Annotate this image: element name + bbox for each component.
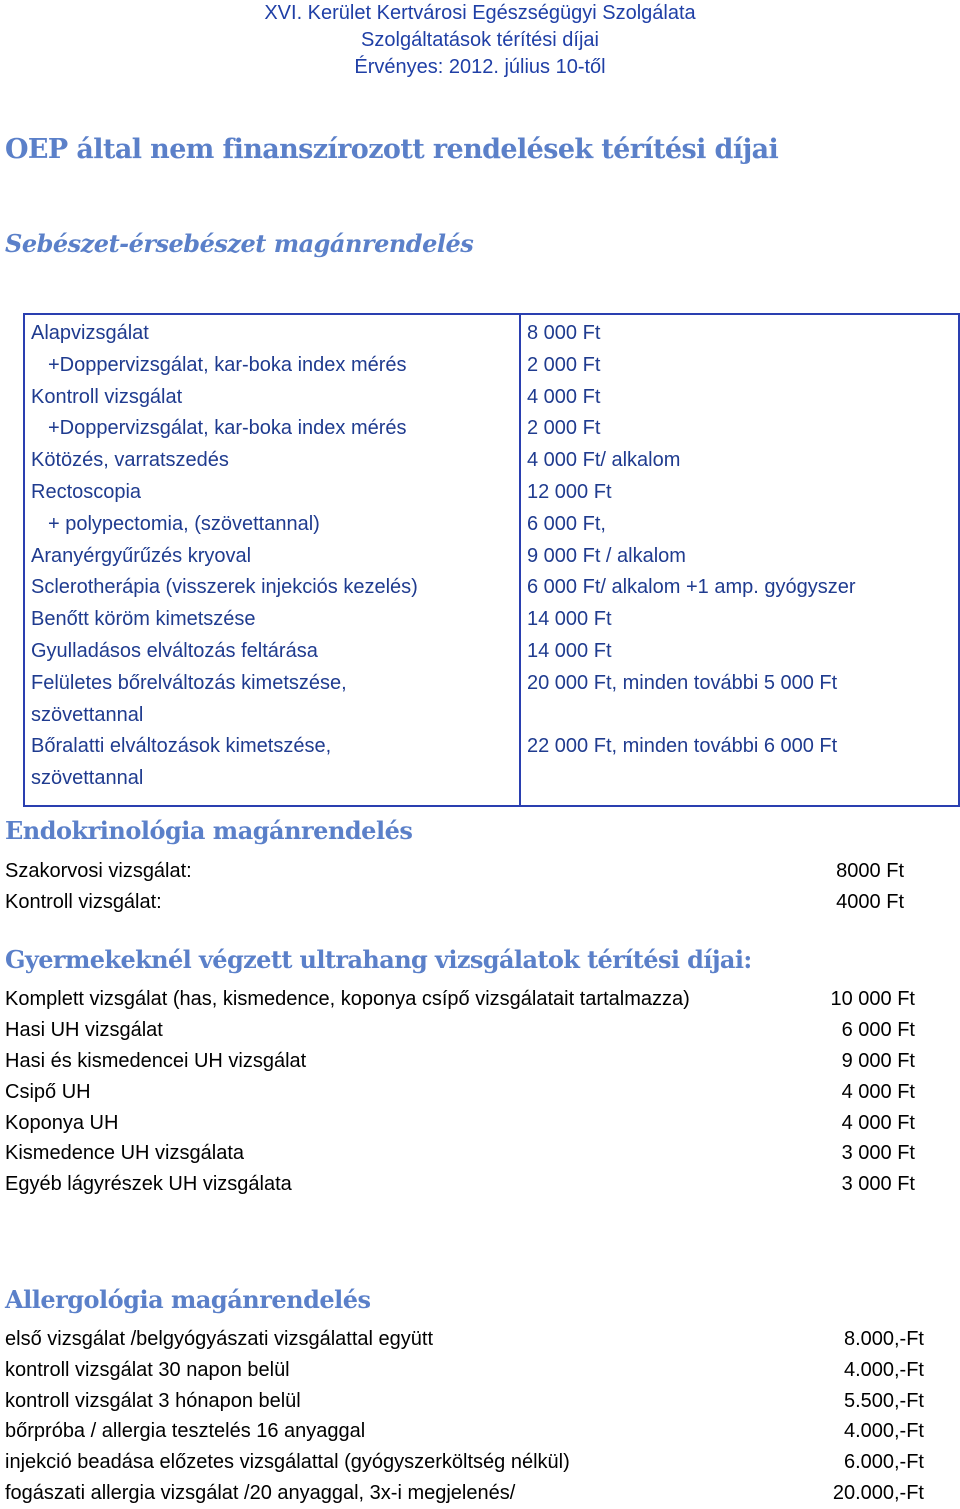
- allergy-title: Allergológia magánrendelés: [5, 1285, 371, 1314]
- surgery-title: Sebészet-érsebészet magánrendelés: [5, 229, 474, 258]
- allergy-price: 20.000,-Ft: [832, 1482, 924, 1504]
- price-line: 4 000 Ft/ alkalom: [527, 449, 681, 472]
- price-line: 14 000 Ft: [527, 639, 612, 662]
- price-line: [527, 763, 952, 795]
- service-line: +Doppervizsgálat, kar-boka index mérés: [48, 417, 407, 440]
- allergy-label: kontroll vizsgálat 3 hónapon belül: [5, 1390, 301, 1412]
- allergy-label: kontroll vizsgálat 30 napon belül: [5, 1359, 290, 1381]
- service-line: Gyulladásos elváltozás feltárása: [31, 639, 318, 662]
- service-line: Kötözés, varratszedés: [31, 449, 229, 472]
- endo-label: Kontroll vizsgálat:: [5, 891, 162, 913]
- service-line: Felületes bőrelváltozás kimetszése,: [31, 671, 347, 694]
- header-line-3: Érvényes: 2012. július 10-től: [354, 56, 606, 78]
- ultrasound-price: 3 000 Ft: [841, 1142, 915, 1164]
- ultrasound-label: Komplett vizsgálat (has, kismedence, koponya csípő vizsgálatait tartalmazza): [5, 988, 690, 1010]
- service-line: Aranyérgyűrűzés kryoval: [31, 544, 252, 567]
- allergy-price: 5.500,-Ft: [843, 1390, 924, 1412]
- endo-price: 8000 Ft: [836, 860, 904, 882]
- price-line: 2 000 Ft: [527, 417, 601, 440]
- price-line: 4 000 Ft: [527, 385, 601, 408]
- service-line: Benőtt köröm kimetszése: [31, 608, 256, 631]
- ultrasound-price: 4 000 Ft: [841, 1081, 915, 1103]
- allergy-label: fogászati allergia vizsgálat /20 anyaggal, 3x-i megjelenés/: [5, 1482, 516, 1504]
- price-line: 14 000 Ft: [527, 608, 612, 631]
- main-title: OEP által nem finanszírozott rendelések térítési díjai: [5, 134, 779, 165]
- service-line: Rectoscopia: [31, 480, 142, 503]
- price-line: 2 000 Ft: [527, 353, 601, 376]
- ultrasound-label: Kismedence UH vizsgálata: [5, 1142, 244, 1164]
- ultrasound-title: Gyermekeknél végzett ultrahang vizsgálatok térítési díjai:: [5, 945, 752, 974]
- service-line: Bőralatti elváltozások kimetszése,: [31, 735, 332, 758]
- service-line: +Doppervizsgálat, kar-boka index mérés: [48, 353, 407, 376]
- allergy-price: 4.000,-Ft: [843, 1359, 924, 1381]
- service-line: szövettannal: [31, 767, 144, 790]
- ultrasound-price: 3 000 Ft: [841, 1173, 915, 1195]
- surgery-services-cell: [24, 314, 520, 806]
- surgery-prices-cell: [520, 314, 959, 806]
- allergy-label: injekció beadása előzetes vizsgálattal (gyógyszerköltség nélkül): [5, 1451, 570, 1473]
- service-line: Kontroll vizsgálat: [31, 385, 183, 408]
- allergy-price: 8.000,-Ft: [843, 1328, 924, 1350]
- ultrasound-price: 10 000 Ft: [830, 988, 915, 1010]
- endo-price: 4000 Ft: [836, 891, 904, 913]
- allergy-label: bőrpróba / allergia tesztelés 16 anyaggal: [5, 1420, 366, 1442]
- price-line: 6 000 Ft,: [527, 512, 606, 535]
- document-header: [0, 0, 960, 81]
- ultrasound-price: 6 000 Ft: [841, 1019, 915, 1041]
- price-line: 20 000 Ft, minden további 5 000 Ft: [527, 671, 838, 694]
- surgery-price-table: [23, 313, 960, 807]
- price-line: 6 000 Ft/ alkalom +1 amp. gyógyszer: [527, 576, 856, 599]
- price-line: [527, 700, 952, 732]
- price-line: 8 000 Ft: [527, 322, 601, 344]
- allergy-price: 4.000,-Ft: [843, 1420, 924, 1442]
- price-line: 9 000 Ft / alkalom: [527, 544, 686, 567]
- ultrasound-price: 9 000 Ft: [841, 1050, 915, 1072]
- header-line-2: Szolgáltatások térítési díjai: [361, 29, 599, 51]
- ultrasound-label: Egyéb lágyrészek UH vizsgálata: [5, 1173, 292, 1195]
- service-line: + polypectomia, (szövettannal): [48, 512, 320, 535]
- endo-title: Endokrinológia magánrendelés: [5, 816, 413, 845]
- allergy-label: első vizsgálat /belgyógyászati vizsgálattal együtt: [5, 1328, 434, 1350]
- header-line-1: XVI. Kerület Kertvárosi Egészségügyi Szolgálata: [264, 2, 696, 24]
- ultrasound-label: Csipő UH: [5, 1081, 91, 1103]
- ultrasound-label: Hasi UH vizsgálat: [5, 1019, 163, 1041]
- ultrasound-label: Hasi és kismedencei UH vizsgálat: [5, 1050, 307, 1072]
- service-line: Alapvizsgálat: [31, 322, 149, 344]
- endo-label: Szakorvosi vizsgálat:: [5, 860, 192, 882]
- price-line: 12 000 Ft: [527, 480, 612, 503]
- ultrasound-label: Koponya UH: [5, 1112, 119, 1134]
- ultrasound-price: 4 000 Ft: [841, 1112, 915, 1134]
- allergy-price: 6.000,-Ft: [843, 1451, 924, 1473]
- service-line: szövettannal: [31, 703, 144, 726]
- service-line: Sclerotherápia (visszerek injekciós kezelés): [31, 576, 418, 599]
- price-line: 22 000 Ft, minden további 6 000 Ft: [527, 735, 838, 758]
